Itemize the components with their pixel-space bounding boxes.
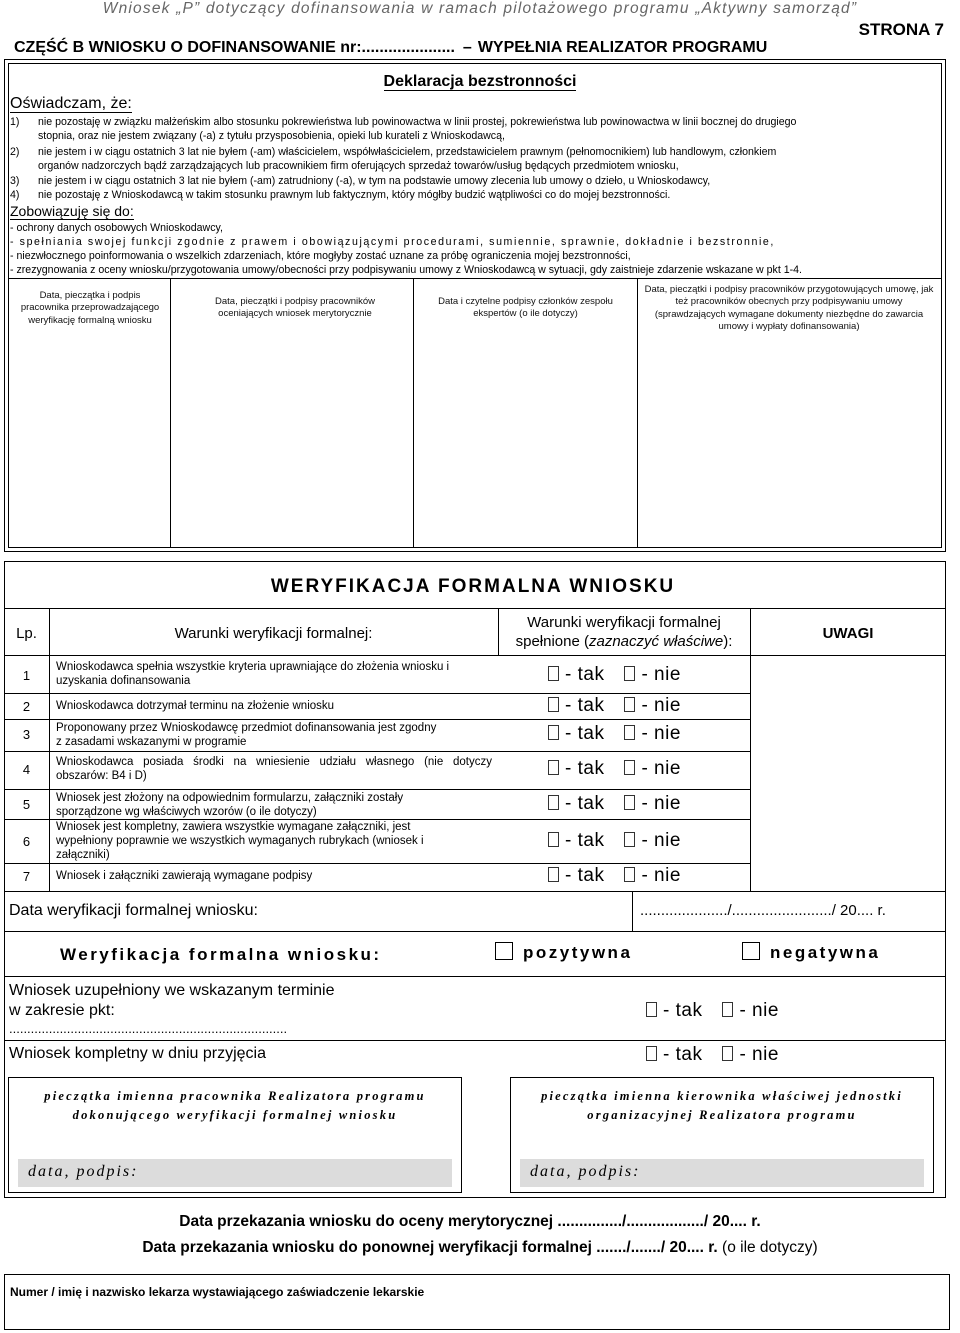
checkbox-positive[interactable] [495,942,513,960]
signature-column-divider [413,278,414,548]
supplemented-row-border [4,1040,946,1041]
declaration-item-line: organów nadzorczych bądź zarządzających lub pracownikiem firm oferujących sprzedaż towarów/usług będących przedmiotem wniosku, [38,160,679,173]
checkbox-nie[interactable] [624,666,635,681]
row-lp: 3 [22,727,31,742]
row-check[interactable]: - tak - nie [548,793,681,815]
declaration-item-num: 4) [10,189,20,201]
checkbox-tak[interactable] [548,867,559,882]
declaration-item-num: 1) [10,116,20,128]
row-check[interactable]: - tak - nie [548,723,681,745]
supplemented-label: Wniosek uzupełniony we wskazanym terminie w zakresie pkt: ............................................................................. [9,982,335,1036]
row-divider [4,789,750,790]
complete-check[interactable]: - tak - nie [646,1044,779,1066]
document-header-title: Wniosek „P” dotyczący dofinansowania w ramach pilotażowego programu „Aktywny samorząd” [102,0,858,17]
row-lp: 7 [22,869,31,884]
page-number: STRONA 7 [858,20,944,39]
row-condition: Wniosek i załączniki zawierają wymagane podpisy [56,870,313,882]
checkbox-nie[interactable] [722,1002,733,1017]
verification-result-label: Weryfikacja formalna wniosku: [60,945,382,964]
verification-date-label: Data weryfikacji formalnej wniosku: [9,902,258,919]
doctor-label: Numer / imię i nazwisko lekarza wystawiającego zaświadczenie lekarskie [10,1285,425,1299]
verification-date-value[interactable]: ...................../......................../ 20.... r. [640,902,886,919]
declaration-item [10,145,930,174]
row-lp: 1 [22,668,31,683]
declaration-item-line: stopnia, oraz nie jestem związany (-a) z tytułu przysposobienia, opieki lub kurateli z Wnioskodawcą, [38,130,505,143]
row-condition: obszarów: B4 i D) [56,770,147,782]
transfer-merit-line: Data przekazania wniosku do oceny merytorycznej .............../................../ 20.... r. [179,1213,761,1230]
row-divider [4,719,750,720]
signature-field-merit[interactable]: Data, pieczątki i podpisy pracowników oceniających wniosek merytorycznie [215,296,375,320]
declaration-item-num: 2) [10,146,20,158]
obligation-item: - spełniania swojej funkcji zgodnie z prawem i obowiązującymi procedurami, sumiennie, sprawnie, dokładnie i bezstronnie, [10,236,775,248]
table-bottom-border [4,891,946,892]
declaration-title: Deklaracja bezstronności [383,73,577,90]
result-negative-option[interactable]: negatywna [742,942,880,963]
row-condition: Wnioskodawca posiada środki na wniesienie udziału własnego (nie dotyczy [56,756,492,768]
row-check[interactable]: - tak - nie [548,830,681,852]
row-condition: Wnioskodawca dotrzymał terminu na złożenie wniosku [56,700,335,712]
checkbox-tak[interactable] [548,760,559,775]
table-col-divider [750,608,751,891]
obligation-item: - ochrony danych osobowych Wnioskodawcy, [10,222,223,234]
stamp-caption-manager: pieczątka imienna kierownika właściwej jednostki organizacyjnej Realizatora programu [541,1089,903,1122]
part-title: CZĘŚĆ B WNIOSKU O DOFINANSOWANIE nr:..................... – WYPEŁNIA REALIZATOR PROGRAMU [14,39,768,56]
row-lp: 6 [22,834,31,849]
row-condition: Proponowany przez Wnioskodawcę przedmiot dofinansowania jest zgodny z zasadami wskazanymi w programie [56,722,437,748]
date-signature-field-manager[interactable]: data, podpis: [520,1159,924,1187]
obligations-heading: Zobowiązuję się do: [10,203,134,219]
date-divider [632,891,633,931]
declaration-item [10,115,930,144]
row-check[interactable]: - tak - nie [548,695,681,717]
doctor-box[interactable] [4,1274,950,1330]
col-header-remarks: UWAGI [822,625,874,642]
date-signature-field-employee[interactable]: data, podpis: [18,1159,452,1187]
stamp-caption-employee: pieczątka imienna pracownika Realizatora programu dokonującego weryfikacji formalnej wniosku [44,1089,426,1122]
declaration-item-line: nie pozostaję w związku małżeńskim albo stosunku pokrewieństwa lub powinowactwa w linii prostej, pokrewieństwa lub powinowactwa w linii bocznej do drugiego [38,116,797,128]
declaration-item-num: 3) [10,175,20,187]
table-header-border [4,655,946,656]
declaration-item-line: nie pozostaję z Wnioskodawcą w takim stosunku prawnym lub faktycznym, który mógłby budzić wątpliwości co do mojej bezstronności. [38,189,671,201]
signature-field-contract[interactable]: Data, pieczątki i podpisy pracowników przygotowujących umowę, jak też pracowników obecnych przy podpisywaniu umowy (sprawdzających wymagane dokumenty niezbędne do zawarcia umowy i wypłaty dofinansowania) [644,284,934,333]
checkbox-nie[interactable] [624,867,635,882]
result-positive-option[interactable]: pozytywna [495,942,632,963]
signature-column-divider [637,278,638,548]
signature-field-formal[interactable]: Data, pieczątka i podpis pracownika przeprowadzającego weryfikację formalną wniosku [20,290,160,326]
checkbox-nie[interactable] [624,697,635,712]
col-header-fulfilled: Warunki weryfikacji formalnej spełnione (zaznaczyć właściwe): [515,614,733,650]
checkbox-tak[interactable] [548,697,559,712]
row-lp: 2 [22,699,31,714]
checkbox-tak[interactable] [548,666,559,681]
declaration-item-line: nie jestem i w ciągu ostatnich 3 lat nie byłem (-am) właścicielem, współwłaścicielem, przedstawicielem prawnym (pełnomocnikiem) lub handlowym, członkiem [38,146,777,158]
row-condition: Wniosek jest złożony na odpowiednim formularzu, załączniki zostały sporządzone wg właściwych wzorów (o ile dotyczy) [56,792,404,818]
table-top-border [4,608,946,609]
checkbox-nie[interactable] [624,795,635,810]
row-check[interactable]: - tak - nie [548,664,681,686]
row-divider [4,863,750,864]
row-lp: 4 [22,762,31,777]
part-suffix: WYPEŁNIA REALIZATOR PROGRAMU [477,39,768,56]
obligation-item: - zrezygnowania z oceny wniosku/przygotowania umowy/obecności przy podpisywaniu umowy z Wnioskodawcą w sytuacji, gdy zaistnieje zdarzenie wskazane w pkt 1-4. [10,264,802,276]
checkbox-nie[interactable] [624,832,635,847]
obligation-item: - niezwłocznego poinformowania o wszelkich zdarzeniach, które mogłyby zostać uznane za próbę ograniczenia mojej bezstronności, [10,250,631,262]
row-condition: Wnioskodawca spełnia wszystkie kryteria uprawniające do złożenia wniosku i uzyskania dofinansowania [56,661,450,687]
result-row-border [4,976,946,977]
declaration-item [10,188,930,203]
checkbox-nie[interactable] [624,725,635,740]
declaration-item-line: nie jestem i w ciągu ostatnich 3 lat nie byłem (-am) zatrudniony (-a), w tym na podstawie umowy zlecenia lub umowy o dzieło, u Wnioskodawcy, [38,175,711,187]
row-condition: Wniosek jest kompletny, zawiera wszystkie wymagane załączniki, jest wypełniony poprawnie we wszystkich wymaganych rubrykach (wniosek i załączniki) [56,821,424,861]
checkbox-nie[interactable] [722,1046,733,1061]
verification-title: WERYFIKACJA FORMALNA WNIOSKU [270,576,676,597]
row-divider [4,693,750,694]
checkbox-tak[interactable] [548,832,559,847]
transfer-formal-line: Data przekazania wniosku do ponownej weryfikacji formalnej ......./......./ 20.... r. (o ile dotyczy) [142,1239,818,1256]
row-check[interactable]: - tak - nie [548,865,681,887]
row-check[interactable]: - tak - nie [548,758,681,780]
checkbox-nie[interactable] [624,760,635,775]
checkbox-tak[interactable] [646,1046,657,1061]
date-row-border [4,931,946,932]
signature-column-divider [170,278,171,548]
row-lp: 5 [22,797,31,812]
declaration-item [10,174,930,189]
declaration-oswiadczam: Oświadczam, że: [10,95,132,112]
checkbox-tak[interactable] [548,725,559,740]
checkbox-tak[interactable] [646,1002,657,1017]
complete-label: Wniosek kompletny w dniu przyjęcia [9,1045,266,1062]
checkbox-negative[interactable] [742,942,760,960]
supplemented-check[interactable]: - tak - nie [646,1000,779,1022]
table-col-divider [49,608,50,891]
signature-field-experts[interactable]: Data i czytelne podpisy członków zespołu ekspertów (o ile dotyczy) [438,296,613,320]
part-label: CZĘŚĆ B WNIOSKU O DOFINANSOWANIE nr:..................... [14,39,455,56]
col-header-conditions: Warunki weryfikacji formalnej: [174,625,373,642]
checkbox-tak[interactable] [548,795,559,810]
row-divider [4,751,750,752]
signature-divider [8,278,942,279]
col-header-lp: Lp. [16,625,37,642]
